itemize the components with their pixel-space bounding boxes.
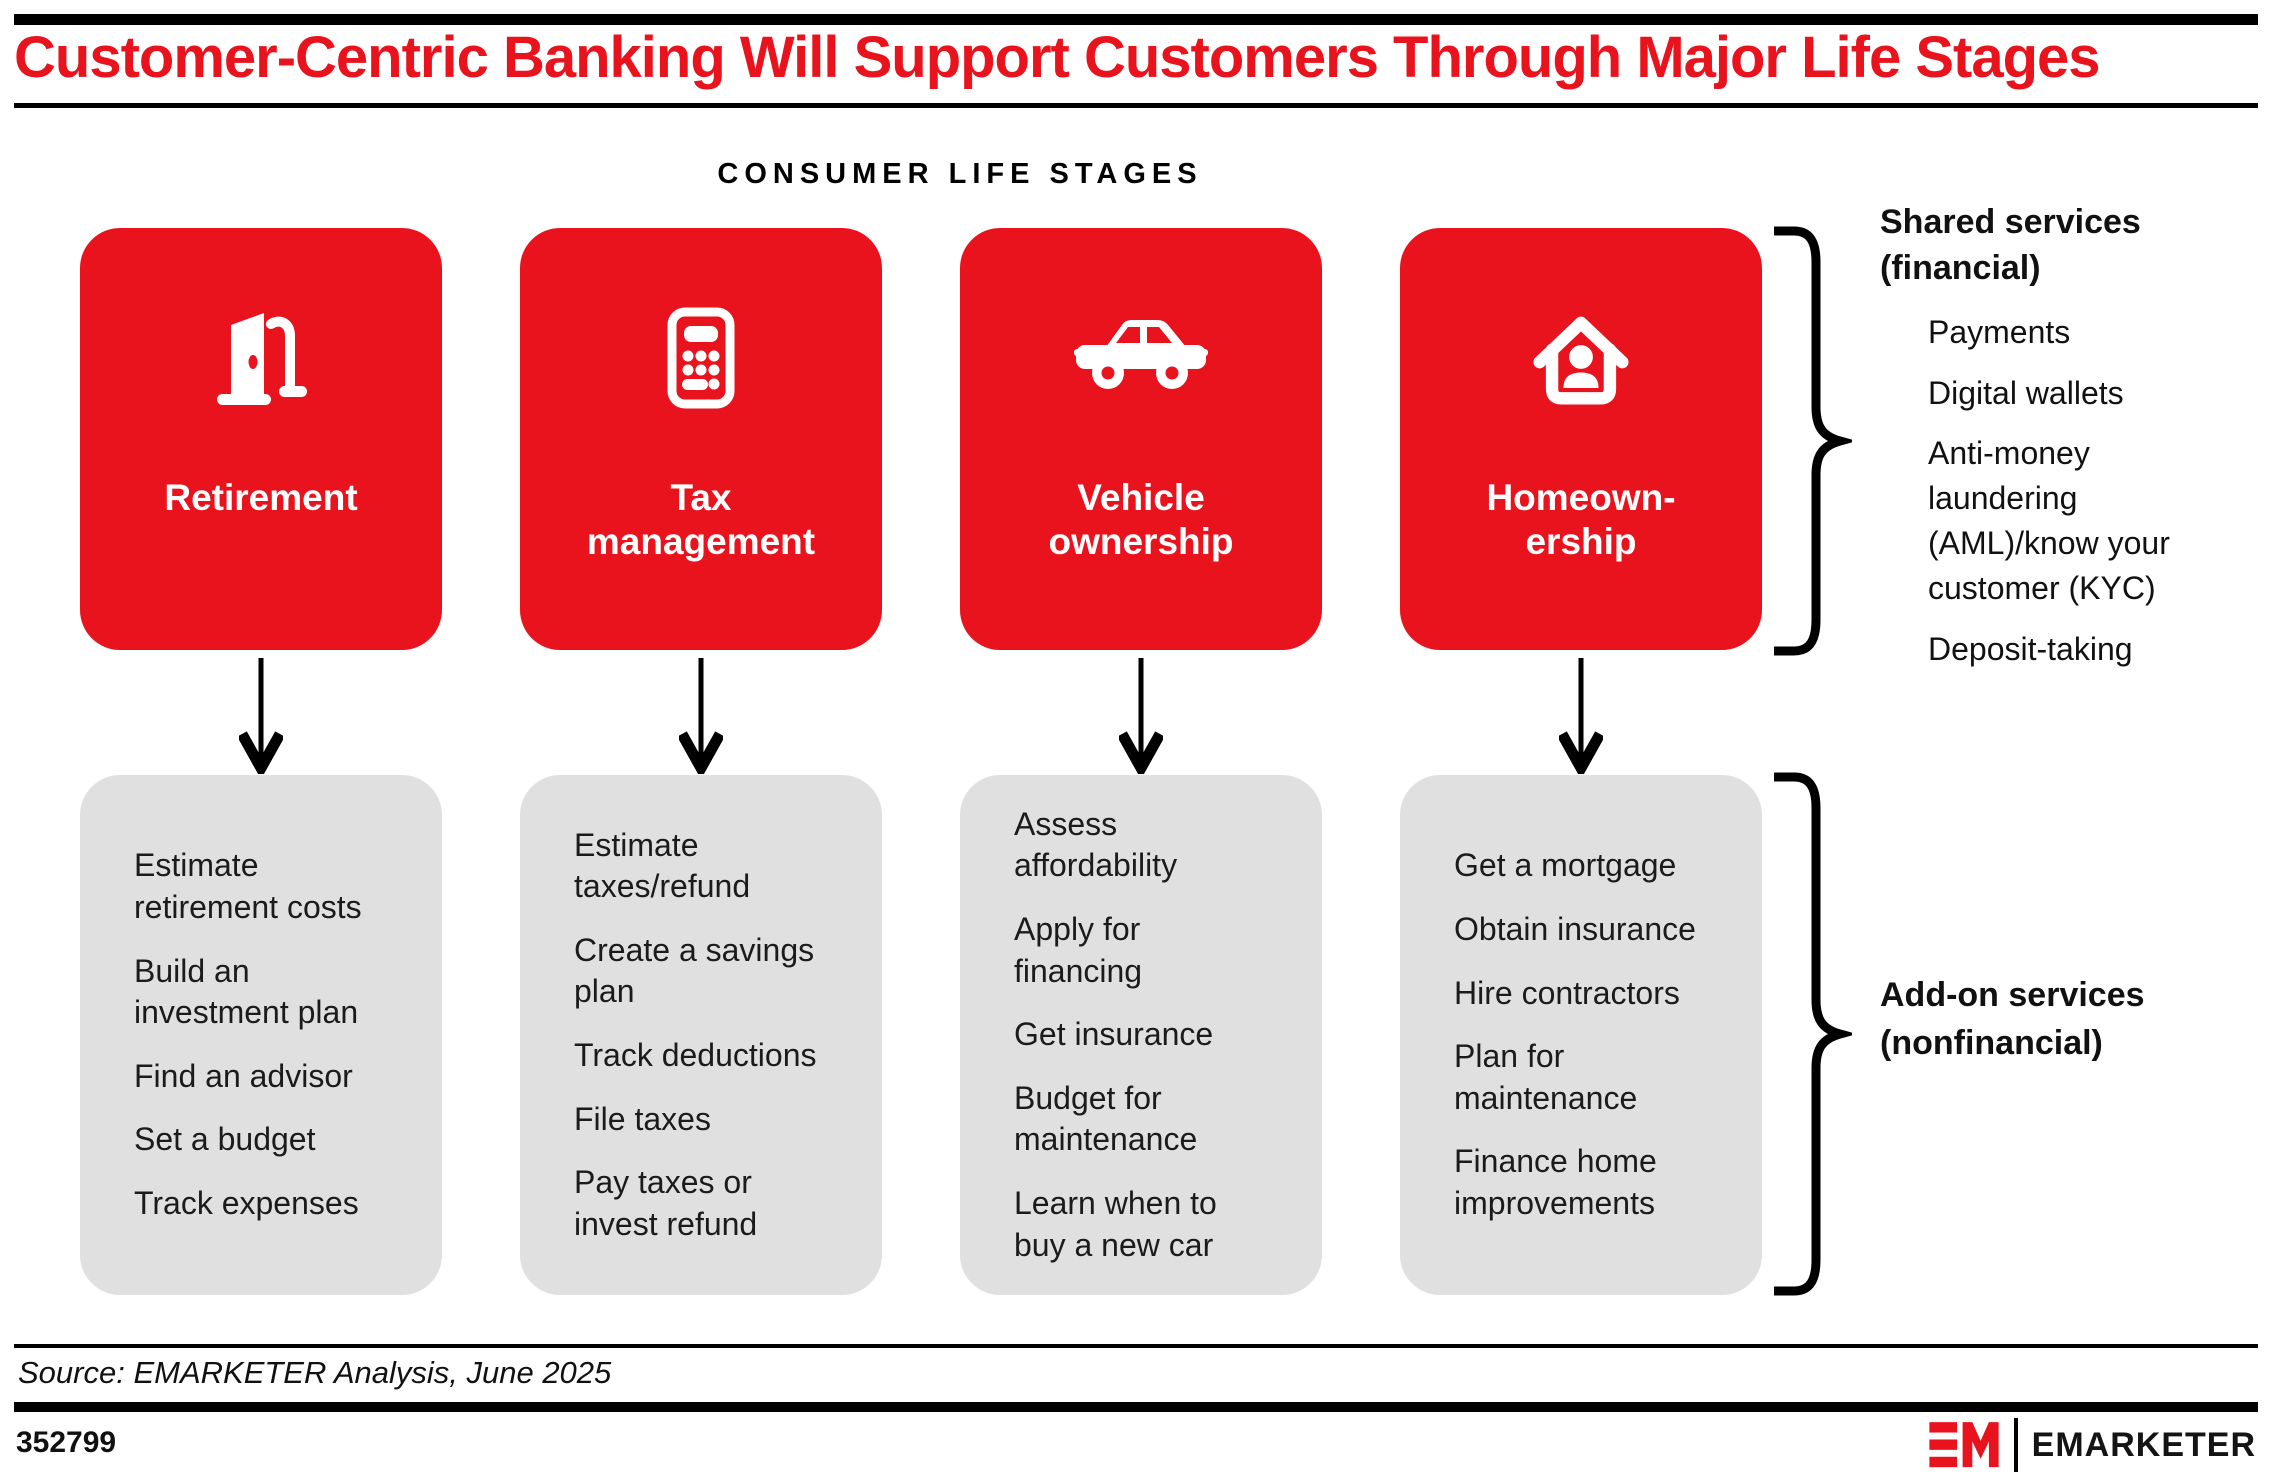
task-item: Track deductions <box>574 1037 817 1073</box>
stage-card-homeownership <box>1400 228 1762 650</box>
addon-services-block <box>1880 972 2272 1067</box>
task-item: Track expenses <box>134 1184 359 1221</box>
stage-card-vehicle-ownership <box>960 228 1322 650</box>
source-divider-rule <box>14 1344 2258 1348</box>
stage-card-tax-management <box>520 228 882 650</box>
car-icon <box>1066 288 1216 428</box>
task-item: Create a savings plan <box>574 931 815 1010</box>
task-item: Obtain insurance <box>1454 911 1696 948</box>
task-box-retirement <box>80 775 442 1295</box>
arrow-down-icon <box>1559 658 1603 774</box>
brace-shared-services <box>1772 226 1852 656</box>
em-logo-mark <box>1928 1418 2000 1472</box>
shared-service-item: Anti-money laundering (AML)/know your customer (KYC) <box>1928 435 2170 606</box>
task-item: Estimate retirement costs <box>134 847 362 926</box>
shared-service-item: Deposit-taking <box>1928 630 2133 667</box>
task-item: Estimate taxes/refund <box>574 826 751 905</box>
task-item: Budget for maintenance <box>1014 1079 1198 1158</box>
stage-card-retirement <box>80 228 442 650</box>
task-item: Pay taxes or invest refund <box>574 1164 758 1242</box>
emarketer-logo <box>1928 1418 2256 1472</box>
task-item: Build an investment plan <box>134 952 359 1031</box>
shared-service-item: Digital wallets <box>1928 374 2124 411</box>
stage-label: Retirement <box>164 477 358 518</box>
source-text: Source: EMARKETER Analysis, June 2025 <box>18 1355 612 1390</box>
task-item: Apply for financing <box>1014 911 1143 989</box>
brace-addon-services <box>1772 772 1852 1296</box>
task-item: Assess affordability <box>1014 805 1178 884</box>
addon-services-heading: Add-on services (nonfinancial) <box>1880 976 2145 1062</box>
shared-services-heading: Shared services (financial) <box>1880 203 2141 287</box>
task-item: Plan for maintenance <box>1454 1038 1638 1116</box>
arrow-down-icon <box>1119 658 1163 774</box>
task-item: Hire contractors <box>1454 974 1680 1011</box>
stage-label: Vehicle ownership <box>1048 477 1234 562</box>
shared-services-list <box>1880 310 2272 672</box>
stage-label: Homeown-ership <box>1486 477 1676 562</box>
calculator-icon <box>641 288 761 428</box>
task-item: Set a budget <box>134 1121 316 1158</box>
task-item: Learn when to buy a new car <box>1014 1184 1217 1263</box>
footer-rule <box>14 1402 2258 1412</box>
task-box-vehicle-ownership <box>960 775 1322 1295</box>
task-item: Get a mortgage <box>1454 847 1677 884</box>
arrow-down-icon <box>679 658 723 774</box>
shared-services-block <box>1880 200 2272 671</box>
house-person-icon <box>1519 288 1643 428</box>
task-item: File taxes <box>574 1100 711 1137</box>
door-open-icon <box>201 288 321 428</box>
task-box-homeownership <box>1400 775 1762 1295</box>
task-item: Get insurance <box>1014 1016 1214 1053</box>
page-title: Customer-Centric Banking Will Support Customers Through Major Life Stages <box>14 25 2100 90</box>
arrow-down-icon <box>239 658 283 774</box>
task-item: Find an advisor <box>134 1057 353 1094</box>
shared-service-item: Payments <box>1928 313 2071 350</box>
title-underline-rule <box>14 103 2258 108</box>
stage-label: Tax management <box>586 477 816 562</box>
chart-id: 352799 <box>16 1426 117 1459</box>
task-item: Finance home improvements <box>1454 1143 1657 1221</box>
section-heading: CONSUMER LIFE STAGES <box>717 158 1203 190</box>
task-box-tax-management <box>520 775 882 1295</box>
logo-wordmark: EMARKETER <box>2031 1425 2256 1464</box>
logo-divider <box>2014 1418 2018 1472</box>
